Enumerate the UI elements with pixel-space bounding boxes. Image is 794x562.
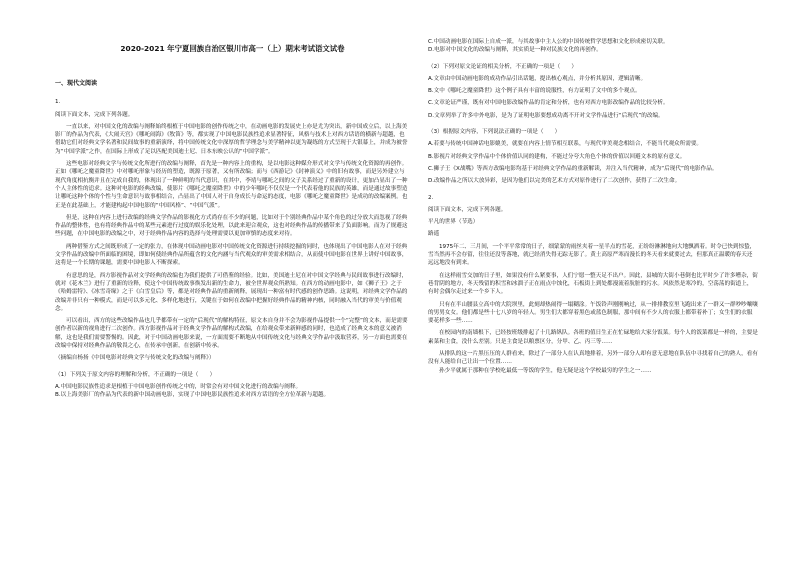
question-number: 2. xyxy=(428,194,434,201)
option-a: A.中国电影民族性追求是根植于中国电影创作传统之中的，时常会有对中国文化进行的改编与阐释。 xyxy=(55,383,302,390)
passage-source: （摘编自杨扬《中国电影对经典文学与传统文化的改编与阐释》） xyxy=(55,355,215,362)
option-d: D.电影对中国文化的改编与阐释，其实质是一种对民族文化的再创作。 xyxy=(428,47,602,54)
option-d: D.文章列举了许多中外电影，是为了证明电影要想成功离不开对文学作品进行“后现代”的改编。 xyxy=(428,112,664,119)
page-title: 2020-2021 年宁夏回族自治区银川市高一（上）期末考试语文试卷 xyxy=(120,44,345,53)
option-c: C.狮子王《X战嘴》等西方改编电影均基于对经典文学作品的重新解读，并注入当代精神，成为“后现代”的电影作品。 xyxy=(428,165,718,172)
option-a: A.若要与传统中国神话电影媲美，就要在内容上情节相互联系，与现代审美观念相结合，不能当代观众所需要。 xyxy=(428,141,703,148)
sub-question: （2）下列对原文论证的相关分析，不正确的一项是（ ） xyxy=(428,63,577,70)
question-instruction: 阅读下面文本，完成下列各题。 xyxy=(55,111,134,118)
section-heading: 一、现代文阅读 xyxy=(55,80,98,87)
story-paragraph: 从排队的这一片黑压压的人群看来，除过了一部分人在认真地排着，另外一部分人却有意无意地在队伍中寻找着自己的熟人，看有没有人能给自己让出一个位置…… xyxy=(428,351,758,366)
option-a: A.文章由中国动画电影的成功作品引出话题，提出核心观点，并分析其原因，逻辑清晰。 xyxy=(428,75,647,82)
story-author: 路遥 xyxy=(428,231,440,238)
story-paragraph: 只有在半山腰县立高中的大院坝里，此刻却热闹得一塌糊涂。午饭铃声刚刚响过，从一排排教室里飞跑出来了一群又一群吵吵嚷嚷的男男女女。他们都是些十七八岁的年轻人。男生们大都穿着黑色或蓝色制服，那中间有不少人的衣服上都带着补丁；女生们的衣服要花样多一些…… xyxy=(428,301,758,325)
passage-paragraph: 这些电影对经典文学与传统文化所进行的改编与阐释，首先是一种内容上的重构，是以电影这种媒介形式对文学与传统文化资源的再创作。正如《哪吒之魔童降世》中对哪吒形象与经历的塑造，既源于原著，又有所改编；而与《西游记》《封神演义》中的旧有故事，而是另外建立与现代角度相抗衡并且在完成自我的，体现出了一种鲜明的当代意识，在其中，李靖与哪吒之间的父子关系经过了重新的设计，更加凸显出了一种个人主体性的追求。这种对电影的经典改编，使影片《哪吒之魔童降世》中的少年哪吒不仅仅是一个代表着他的民族的英雄，而是通过故事塑造让哪吒这种个体的个性与生命意识与故事相结合，凸显出了中国人对于自身成长与命运的态度，电影《哪吒之魔童降世》是成功的改编案例。也正是在此基础上，才能建构起中国电影的“中国风格”、“中国气派”。 xyxy=(55,161,408,209)
option-c: C.中国动画电影在国际上自成一派，与其故事中主人公的中国传统哲学思想和文化形成密切关联。 xyxy=(428,39,669,45)
sub-question: （1）下列关于原文内容的理解和分析，不正确的一项是（ ） xyxy=(55,371,216,378)
passage-paragraph: 但是，这种在内容上进行改编的经典文学作品的影视化方式尚存在不少的问题，比如对于个别经典作品中某个角色的过分放大而忽视了经典作品的整体性，也有将经典作品中的某些元素进行过度的娱乐化处理，以此来迎合观众，这也对经典作品的传播带来了负面影响。而为了规避这些问题，在中国电影的改编之中，对于经典作品内容的选择与处理需要以更加审慎的态度来对待。 xyxy=(55,214,408,238)
story-paragraph: 在校园内的南墙根下，已经按班级排起了十几路纵队。各班的值日生正在忙碌地给大家分饭菜。每个人的饭菜都是一样的，主要是素菜和主食，没什么差别。只是主食是以粮票区分，分甲、乙、丙三等…… xyxy=(428,330,758,345)
left-column xyxy=(55,38,410,400)
option-c: C.文章论证严谨，既有对中国电影改编作品的肯定和分析，也有对西方电影改编作品的比较分析。 xyxy=(428,100,669,107)
option-b: B.影视片对经典文学作品中个体价值认同的建构，不能过分夸大角色个体的价值以回避文本的原有意义。 xyxy=(428,153,686,160)
question-instruction: 阅读下面文本，完成下列各题。 xyxy=(428,206,507,213)
option-b: B.文中《哪吒之魔童降世》这个例子具有丰富的说服性，有力证明了文中的多个观点。 xyxy=(428,88,641,95)
story-title: 平凡的世界（节选） xyxy=(428,219,479,226)
passage-paragraph: 可以看出，西方的这些改编作品也几乎都带有一定的“后现代”的解构特征，原文本自身并不会为影视作品提供一个“完整”的文本，而是需要创作者以新的视角进行二次创作。西方影视作品对于经典文学作品的解构式改编，在给观众带来新鲜感的同时，也造成了经典文本的意义被消解，这也是我们需要警惕的。因此，对于中国动画电影来说，一方面需要不断地从中国传统文化与经典文学作品中汲取营养，另一方面也需要在改编中保持对经典作品的敬畏之心，在传承中创新，在创新中传承。 xyxy=(55,318,408,350)
option-b: B.以上海美影厂的作品为代表的新中国动画电影，实现了中国电影民族性追求对西方话语的全方位革新与超越。 xyxy=(55,392,330,399)
passage-paragraph: 两种借鉴方式之间既形成了一定的张力，在体现中国动画电影对中国传统文化资源进行持续挖掘的同时，也体现出了中国电影人在对于经典文学作品的改编中所面临的困境，即如何使经典作品所蕴含的文化内涵与当代观众的审美需求相结合，从而使中国电影在世界上讲好中国故事，这将是一个长期的课题，需要中国电影人不断探索。 xyxy=(55,243,408,267)
right-column xyxy=(428,38,758,375)
passage-paragraph: 一直以来，对中国文化的改编与阐释始终根植于中国电影的创作传统之中，在动画电影的发展史上亦是尤为突出，新中国成立后，以上海美影厂的作品为代表，《大闹天宫》《哪吒闹海》《牧笛》等，都实现了中国电影民族性追求显著特征，风格与技术上对西方话语的横新与超越，也借助它们对经典文学名著和民间故事的重新演绎，将中国传统文化中深厚的哲学理念与美学精神以更为凝练的方式呈现于大银幕上，并成为被誉为“中国学派”之作，在国际上形成了足以匹配美国迪士尼、日本东映公认的“中国学派”。 xyxy=(55,123,408,155)
passage-paragraph: 有意思的是，西方影视作品对文学经典的改编也为我们提供了可借鉴的经验。比如，美国迪士尼在对中国文学经典与民间故事进行改编时，就对《花木兰》进行了重新的诠释，使这个中国传统故事焕发出新的生命力，被全世界观众所熟知。在西方的动画电影中，如《狮子王》之于《哈姆雷特》、《冰雪奇缘》之于《白雪皇后》等，都是对经典作品的重新阐释，展现出一种富有时代感的创作思路。这说明，对经典文学作品的改编并非只有一种模式，而是可以多元化、多样化地进行，关键在于如何在改编中把握好经典作品的精神内核，同时融入当代的审美与价值观念。 xyxy=(55,272,408,312)
story-paragraph: 孙少平就属于那种在学校吃最低一等饭的学生，他无疑是这个学校最穷的学生之一…… xyxy=(439,367,652,374)
story-paragraph: 在这样雨雪交加的日子里，如果没有什么紧要事，人们宁愿一整天足不出户。因此，县城的大街小巷倒也比平时少了许多嘈杂，街巷背阴的地方，冬天残留的积雪和冰溜子正在雨点中蚀化，石板街上到处都漫流着肮脏的污水。风依然是寒冷的，空荡荡的街道上，有时会偶尔走过来一个乡下人。 xyxy=(428,272,758,296)
option-d: D.改编作品之所以大放异彩，是因为他们以完美的艺术方式对原作进行了二次创作，获得了二次生命。 xyxy=(428,178,681,185)
story-paragraph: 1975年二、三月间，一个平平常常的日子，细蒙蒙的雨丝夹着一星半点的雪花，正纷纷淋淋地向大地飘洒着。时令已快到惊蛰，雪当然再不会存留，往往还没等落地，就已经消失得无踪无影了。黄土高原严寒而漫长的冬天看来就要过去，但那真正温暖的春天还远远地没有到来。 xyxy=(428,243,756,267)
question-number: 1. xyxy=(55,99,61,106)
sub-question: （3）根据原文内容，下列说法正确的一项是（ ） xyxy=(428,129,561,136)
